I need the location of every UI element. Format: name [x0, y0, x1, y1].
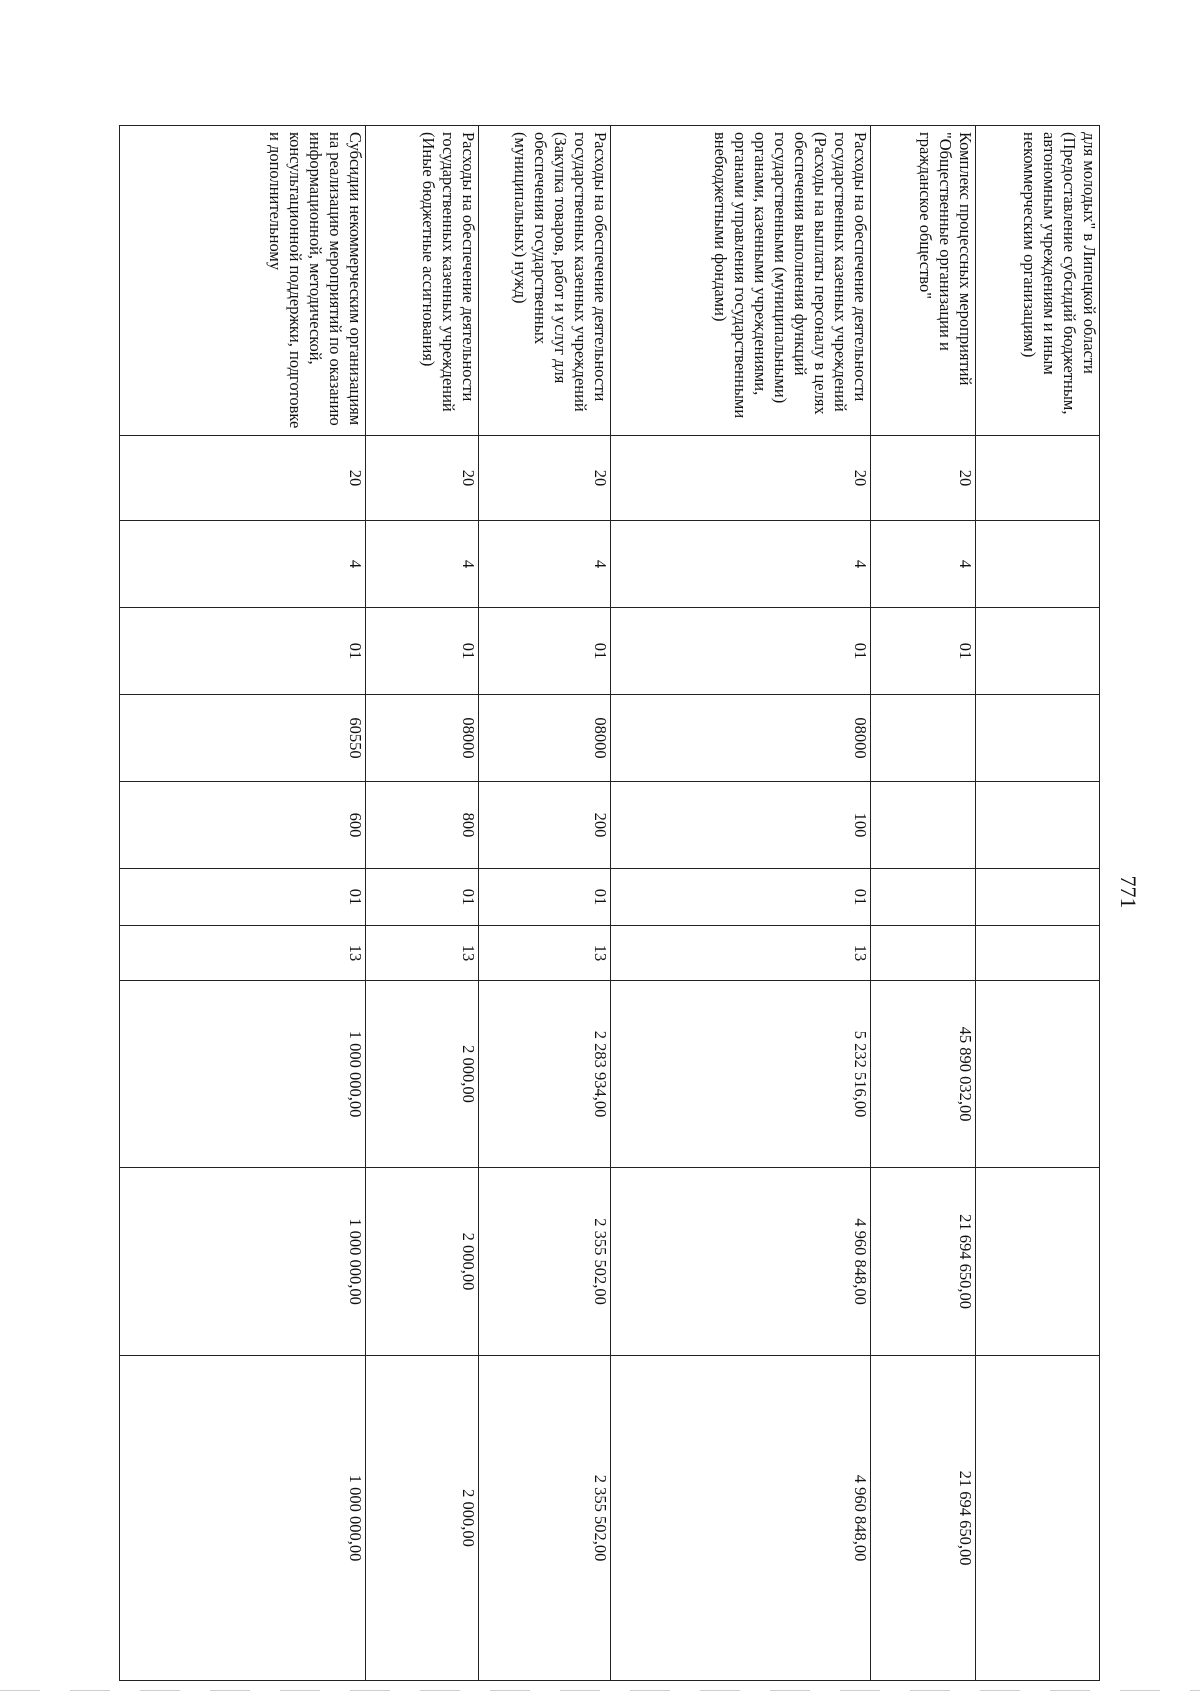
code-cell: 20 [871, 436, 976, 521]
amount-cell: 2 000,00 [366, 1168, 479, 1356]
code-cell: 20 [611, 436, 871, 521]
amount-cell [976, 981, 1100, 1168]
table-row [479, 126, 611, 1681]
page-number: 771 [1116, 875, 1141, 909]
rotated-table-wrapper [120, 125, 1100, 1680]
code-cell: 20 [366, 436, 479, 521]
code-cell [976, 782, 1100, 869]
amount-cell: 1 000 000,00 [120, 1356, 366, 1681]
code-cell: 01 [479, 869, 611, 926]
code-cell: 01 [871, 608, 976, 695]
scan-edge-noise [0, 1690, 1200, 1691]
amount-cell: 45 890 032,00 [871, 981, 976, 1168]
table-row [120, 126, 366, 1681]
code-cell [871, 926, 976, 981]
code-cell [976, 926, 1100, 981]
code-cell [976, 436, 1100, 521]
code-cell [976, 869, 1100, 926]
code-cell: 13 [479, 926, 611, 981]
code-cell: 13 [120, 926, 366, 981]
code-cell [976, 608, 1100, 695]
code-cell: 01 [366, 608, 479, 695]
row-name-cell: Субсидии некоммерческим организациям на реализацию мероприятий по оказанию информационной, методической, консультационной поддержки, подготовке и дополнительному [120, 126, 366, 436]
amount-cell: 21 694 650,00 [871, 1356, 976, 1681]
code-cell: 01 [611, 608, 871, 695]
amount-cell: 2 000,00 [366, 981, 479, 1168]
table-row [976, 126, 1100, 1681]
amount-cell: 2 355 502,00 [479, 1356, 611, 1681]
code-cell: 08000 [479, 695, 611, 782]
code-cell: 200 [479, 782, 611, 869]
code-cell: 100 [611, 782, 871, 869]
row-name-cell: для молодых" в Липецкой области (Предоставление субсидий бюджетным, автономным учреждениям и иным некоммерческим организациям) [976, 126, 1100, 436]
code-cell: 01 [611, 869, 871, 926]
table-row [366, 126, 479, 1681]
amount-cell: 4 960 848,00 [611, 1168, 871, 1356]
amount-cell: 1 000 000,00 [120, 1168, 366, 1356]
code-cell: 08000 [366, 695, 479, 782]
code-cell: 4 [366, 521, 479, 608]
code-cell: 13 [611, 926, 871, 981]
code-cell: 800 [366, 782, 479, 869]
budget-table [119, 125, 1100, 1681]
code-cell: 08000 [611, 695, 871, 782]
table-row [871, 126, 976, 1681]
amount-cell [976, 1356, 1100, 1681]
code-cell: 01 [366, 869, 479, 926]
table-row [611, 126, 871, 1681]
code-cell [871, 869, 976, 926]
amount-cell: 1 000 000,00 [120, 981, 366, 1168]
row-name-cell: Расходы на обеспечение деятельности государственных казенных учреждений (Иные бюджетные ассигнования) [366, 126, 479, 436]
amount-cell [976, 1168, 1100, 1356]
code-cell: 4 [611, 521, 871, 608]
code-cell: 600 [120, 782, 366, 869]
code-cell: 20 [479, 436, 611, 521]
amount-cell: 2 355 502,00 [479, 1168, 611, 1356]
row-name-cell: Комплекс процессных мероприятий "Общественные организации и гражданское общество" [871, 126, 976, 436]
amount-cell: 21 694 650,00 [871, 1168, 976, 1356]
code-cell: 4 [871, 521, 976, 608]
code-cell [871, 695, 976, 782]
amount-cell: 4 960 848,00 [611, 1356, 871, 1681]
code-cell [871, 782, 976, 869]
code-cell: 13 [366, 926, 479, 981]
code-cell: 4 [120, 521, 366, 608]
code-cell [976, 521, 1100, 608]
row-name-cell: Расходы на обеспечение деятельности государственных казенных учреждений (Закупка товаров, работ и услуг для обеспечения государственных (муниципальных) нужд) [479, 126, 611, 436]
code-cell: 01 [120, 608, 366, 695]
amount-cell: 2 283 934,00 [479, 981, 611, 1168]
code-cell [976, 695, 1100, 782]
code-cell: 60550 [120, 695, 366, 782]
amount-cell: 2 000,00 [366, 1356, 479, 1681]
amount-cell: 5 232 516,00 [611, 981, 871, 1168]
code-cell: 01 [479, 608, 611, 695]
row-name-cell: Расходы на обеспечение деятельности государственных казенных учреждений (Расходы на выплаты персоналу в целях обеспечения выполнения функций государственными (муниципальными) органами, казенными учреждениями, органами управления государственными внебюджетными фондами) [611, 126, 871, 436]
code-cell: 01 [120, 869, 366, 926]
code-cell: 20 [120, 436, 366, 521]
code-cell: 4 [479, 521, 611, 608]
